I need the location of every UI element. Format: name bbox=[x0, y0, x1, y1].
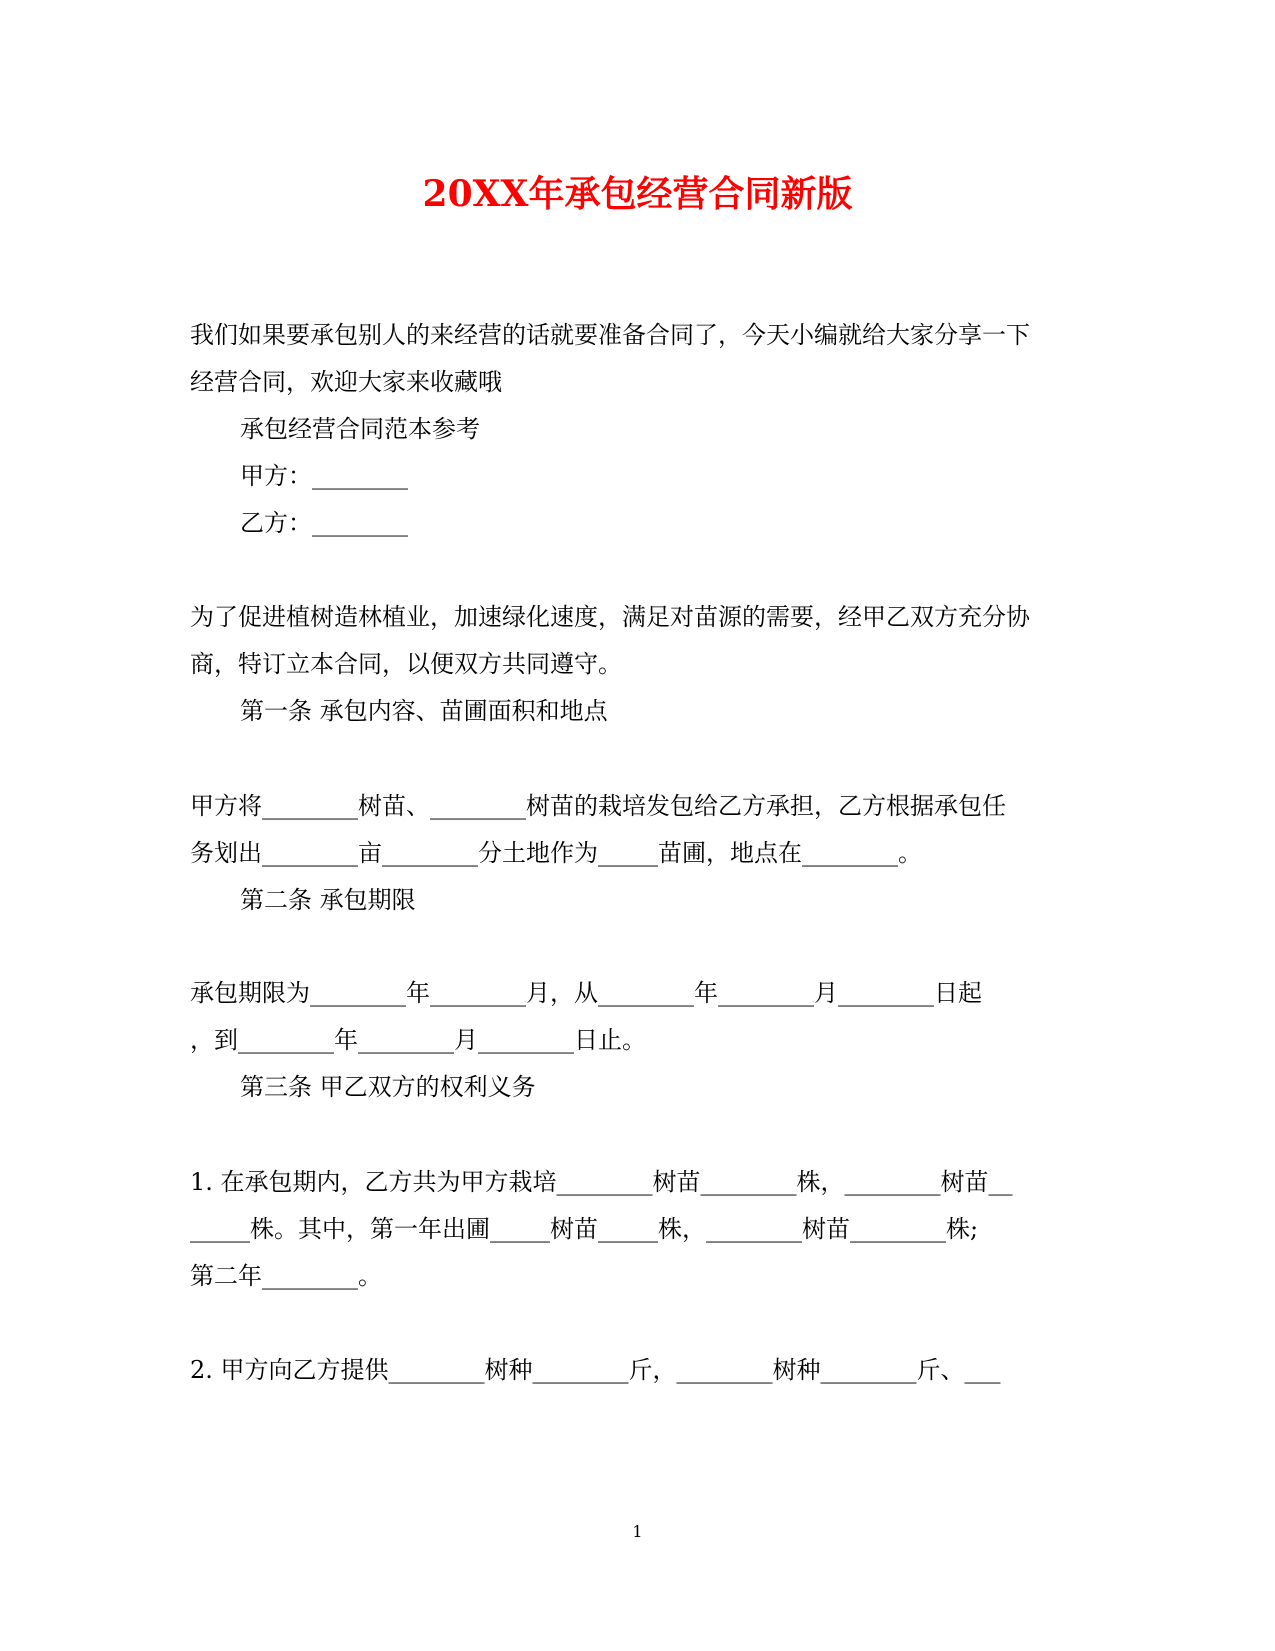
article-3-heading: 第三条 甲乙双方的权利义务 bbox=[240, 1073, 536, 1101]
page-number: 1 bbox=[632, 1522, 643, 1541]
party-a-field: 甲方：________ bbox=[240, 462, 408, 490]
article-2-line-1: 承包期限为________年________月，从________年________月________日起 bbox=[190, 979, 982, 1007]
article-1-heading: 第一条 承包内容、苗圃面积和地点 bbox=[240, 697, 608, 725]
intro-line-2: 经营合同，欢迎大家来收藏哦 bbox=[190, 368, 502, 396]
article-1-line-1: 甲方将________树苗、________树苗的栽培发包给乙方承担，乙方根据承包任 bbox=[190, 792, 1006, 820]
document-title: 20XX年承包经营合同新版 bbox=[422, 173, 853, 215]
preamble-line-2: 商，特订立本合同，以便双方共同遵守。 bbox=[190, 650, 622, 678]
article-1-line-2: 务划出________亩________分土地作为_____苗圃，地点在________。 bbox=[190, 839, 922, 867]
article-3-item-1-line-3: 第二年________。 bbox=[190, 1262, 382, 1290]
article-2-line-2: ，到________年________月________日止。 bbox=[190, 1026, 646, 1054]
intro-line-1: 我们如果要承包别人的来经营的话就要准备合同了，今天小编就给大家分享一下 bbox=[190, 321, 1030, 349]
article-3-item-1-line-2: _____株。其中，第一年出圃_____树苗_____株，________树苗________株; bbox=[190, 1215, 979, 1243]
article-2-heading: 第二条 承包期限 bbox=[240, 886, 416, 914]
contract-subtitle: 承包经营合同范本参考 bbox=[240, 415, 480, 443]
preamble-line-1: 为了促进植树造林植业，加速绿化速度，满足对苗源的需要，经甲乙双方充分协 bbox=[190, 603, 1030, 631]
party-b-field: 乙方：________ bbox=[240, 509, 408, 537]
article-3-item-2-line-1: 2. 甲方向乙方提供________树种________斤，________树种________斤、___ bbox=[190, 1356, 1001, 1384]
article-3-item-1-line-1: 1. 在承包期内，乙方共为甲方栽培________树苗________株，________树苗__ bbox=[190, 1168, 1013, 1196]
